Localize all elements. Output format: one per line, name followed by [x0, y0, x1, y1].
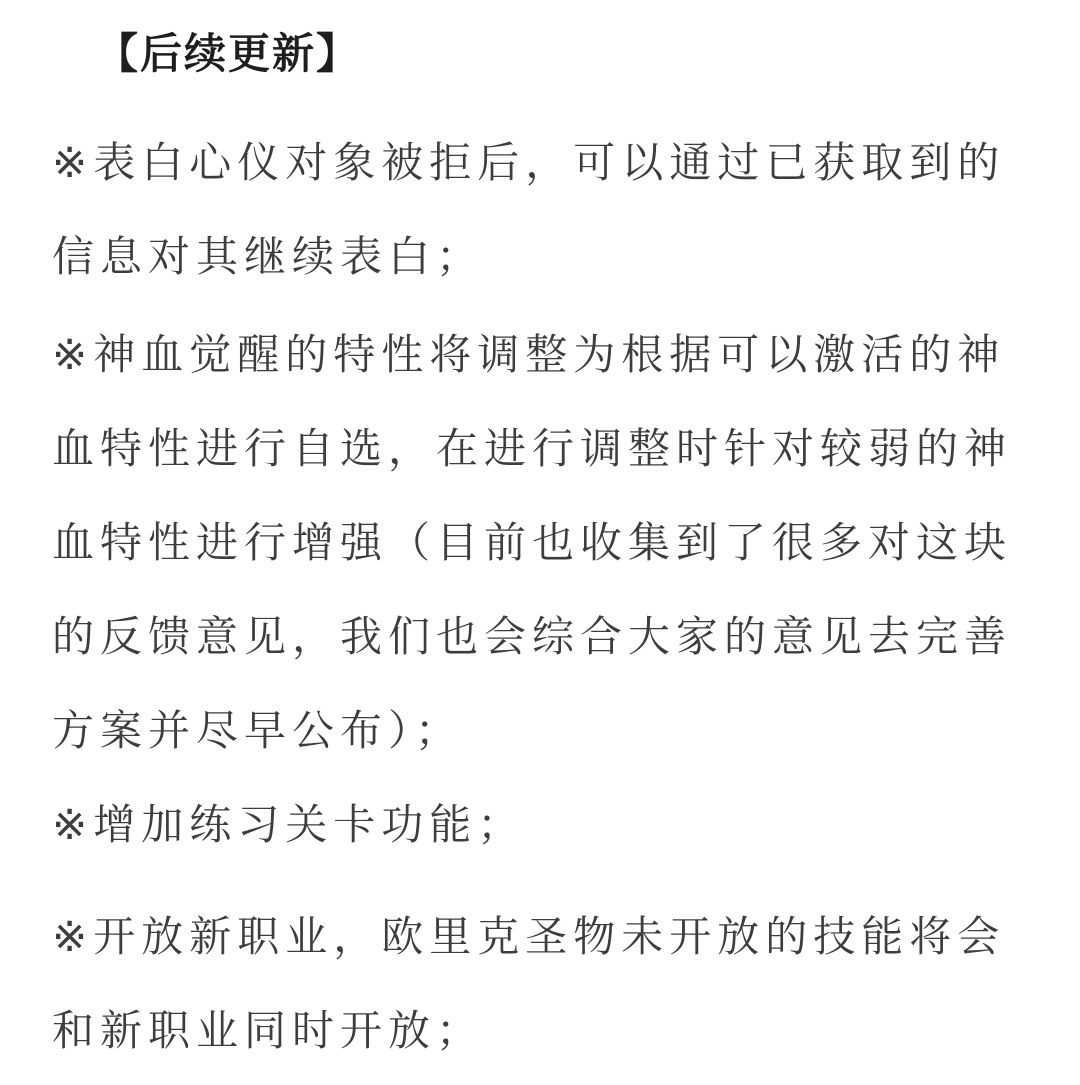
update-note-confession: ※表白心仪对象被拒后，可以通过已获取到的信息对其继续表白；	[52, 138, 1006, 281]
update-note-practice-stage: ※增加练习关卡功能；	[52, 800, 526, 849]
section-heading: 【后续更新】	[96, 29, 361, 78]
update-note-new-class: ※开放新职业，欧里克圣物未开放的技能将会和新职业同时开放；	[52, 912, 1006, 1055]
update-note-divine-blood: ※神血觉醒的特性将调整为根据可以激活的神血特性进行自选，在进行调整时针对较弱的神血特性进行增强（目前也收集到了很多对这块的反馈意见，我们也会综合大家的意见去完善方案并尽早公布）；	[52, 330, 1013, 755]
